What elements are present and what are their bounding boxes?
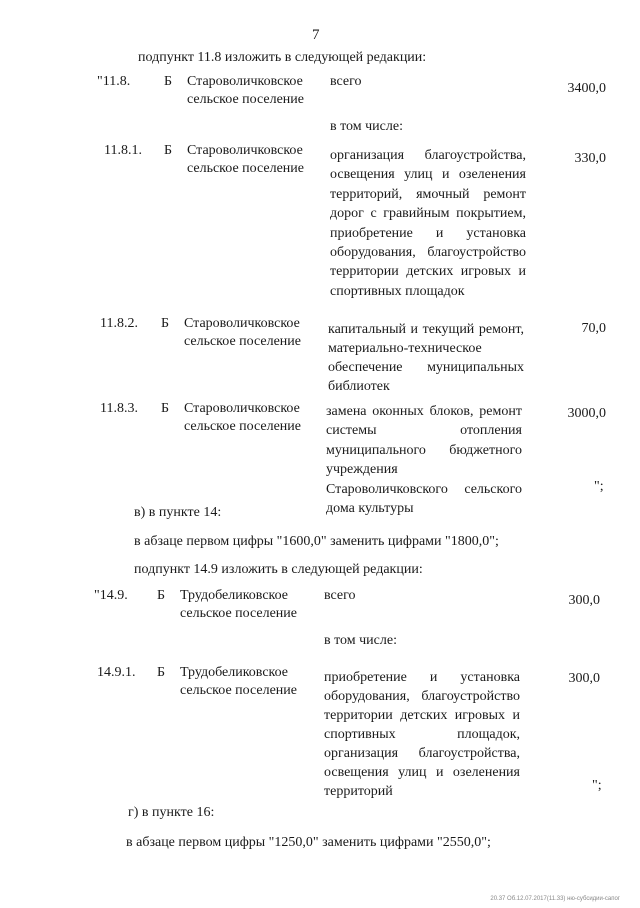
row-category: Б bbox=[157, 665, 166, 680]
row-description: приобретение и установка оборудования, благоустройство территории детских игровых и спортивных площадок, организация благоустройства, освещения улиц и озеленения территорий bbox=[324, 670, 520, 799]
row-number: "14.9. bbox=[94, 588, 128, 603]
closing-quote: "; bbox=[592, 778, 602, 793]
footer-stamp: 20.37 Об.12.07.2017(11.33) ню-субсидии-сапог bbox=[490, 896, 620, 902]
row-number: 14.9.1. bbox=[97, 665, 136, 680]
row-number: 11.8.2. bbox=[100, 316, 138, 331]
item-g: г) в пункте 16: bbox=[128, 805, 215, 820]
row-name: Трудобеликовское сельское поселение bbox=[180, 665, 297, 698]
row-amount: 3000,0 bbox=[567, 406, 606, 421]
subtotal-label: в том числе: bbox=[324, 633, 397, 648]
intro-11-8: подпункт 11.8 изложить в следующей редакции: bbox=[138, 50, 427, 65]
row-name: Трудобеликовское сельское поселение bbox=[180, 588, 297, 621]
paragraph-14: в абзаце первом цифры "1600,0" заменить цифрами "1800,0"; bbox=[134, 534, 499, 549]
row-number: 11.8.3. bbox=[100, 401, 138, 416]
row-description: организация благоустройства, освещения улиц и озеленения территорий, ямочный ремонт дорог с гравийным покрытием, приобретение и установка оборудования, благоустройство территории детских игровых и спортивных площадок bbox=[330, 148, 526, 299]
row-name: Староволичковское сельское поселение bbox=[187, 143, 304, 176]
row-description: капитальный и текущий ремонт, материально-техническое обеспечение муниципальных библиотек bbox=[328, 322, 524, 394]
row-description: всего bbox=[330, 74, 362, 89]
row-name: Староволичковское сельское поселение bbox=[187, 74, 304, 107]
row-amount: 3400,0 bbox=[567, 81, 606, 96]
paragraph-16: в абзаце первом цифры "1250,0" заменить цифрами "2550,0"; bbox=[126, 835, 491, 850]
row-category: Б bbox=[161, 401, 170, 416]
item-v: в) в пункте 14: bbox=[134, 505, 222, 520]
intro-14-9: подпункт 14.9 изложить в следующей редакции: bbox=[134, 562, 423, 577]
row-amount: 300,0 bbox=[568, 593, 600, 608]
row-amount: 70,0 bbox=[581, 321, 606, 336]
closing-quote: "; bbox=[594, 479, 604, 494]
row-category: Б bbox=[164, 74, 173, 89]
row-name: Староволичковское сельское поселение bbox=[184, 401, 301, 434]
row-category: Б bbox=[161, 316, 170, 331]
row-description: замена оконных блоков, ремонт системы отопления муниципального бюджетного учреждения Староволичковского сельского дома культуры bbox=[326, 404, 522, 517]
row-amount: 330,0 bbox=[574, 151, 606, 166]
page-number: 7 bbox=[312, 27, 320, 43]
row-category: Б bbox=[157, 588, 166, 603]
row-category: Б bbox=[164, 143, 173, 158]
row-description: всего bbox=[324, 588, 356, 603]
row-number: 11.8.1. bbox=[104, 143, 142, 158]
subtotal-label: в том числе: bbox=[330, 119, 403, 134]
row-amount: 300,0 bbox=[568, 671, 600, 686]
row-number: "11.8. bbox=[97, 74, 131, 89]
row-name: Староволичковское сельское поселение bbox=[184, 316, 301, 349]
